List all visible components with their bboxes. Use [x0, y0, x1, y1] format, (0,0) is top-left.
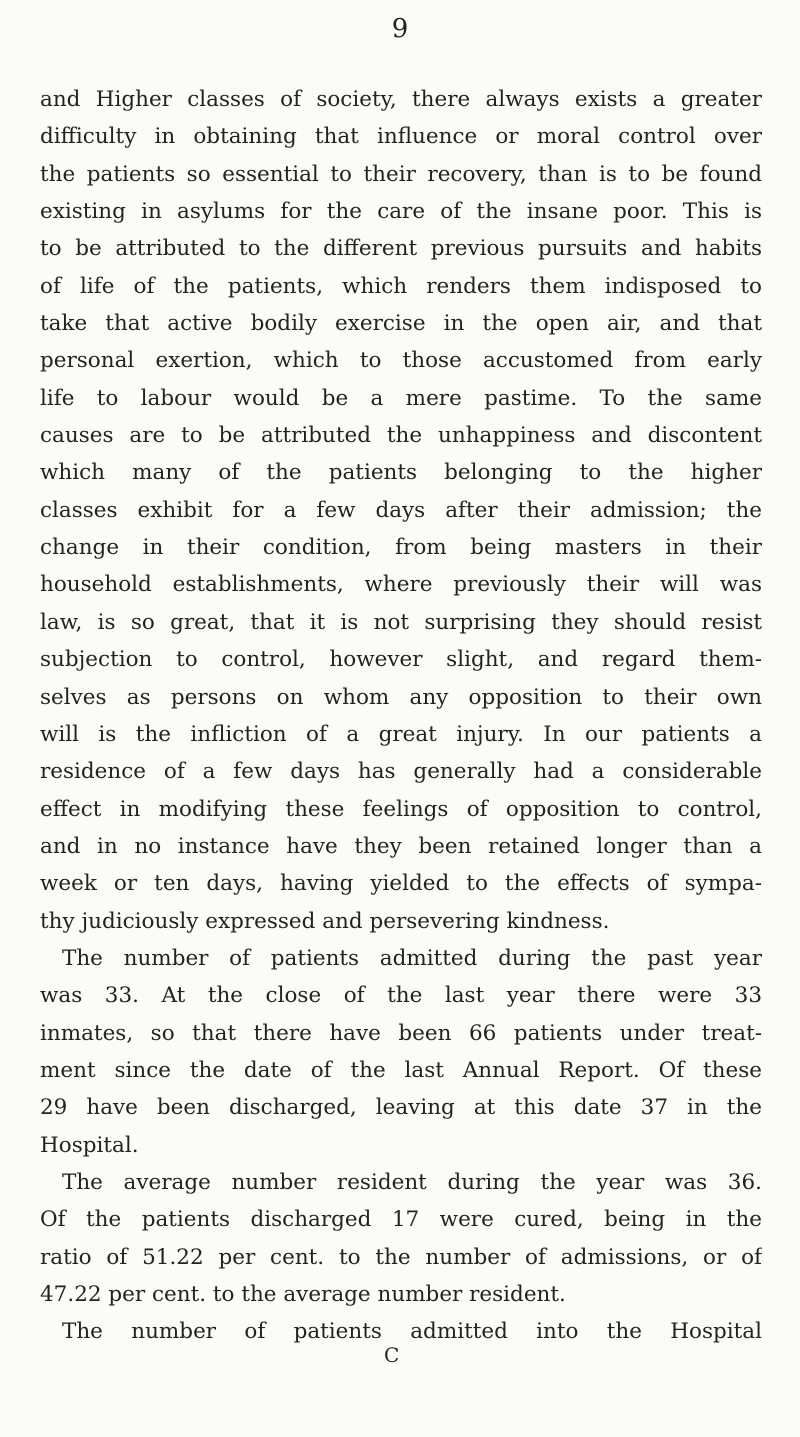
- text-line: household establishments, where previously their will was: [40, 572, 762, 598]
- text-line: week or ten days, having yielded to the effects of sympa-: [40, 871, 762, 897]
- text-line: inmates, so that there have been 66 patients under treat-: [40, 1020, 762, 1046]
- text-line: take that active bodily exercise in the open air, and that: [40, 311, 762, 337]
- body-text: [40, 81, 762, 1351]
- signature-mark: C: [384, 1343, 400, 1367]
- text-line: The number of patients admitted during the past year: [62, 945, 762, 971]
- text-line: residence of a few days has generally had a considerable: [40, 759, 762, 785]
- text-line: 47.22 per cent. to the average number resident.: [40, 1282, 566, 1307]
- text-line: selves as persons on whom any opposition to their own: [40, 684, 762, 710]
- page-number: 9: [391, 14, 409, 44]
- text-line: law, is so great, that it is not surprising they should resist: [40, 609, 762, 635]
- text-line: 29 have been discharged, leaving at this date 37 in the: [40, 1095, 762, 1121]
- text-line: ratio of 51.22 per cent. to the number of admissions, or of: [40, 1244, 762, 1270]
- text-line: classes exhibit for a few days after their admission; the: [40, 497, 762, 523]
- text-line: which many of the patients belonging to the higher: [40, 460, 762, 486]
- text-line: Of the patients discharged 17 were cured, being in the: [40, 1207, 762, 1233]
- text-line: subjection to control, however slight, and regard them-: [40, 647, 762, 673]
- text-line: thy judiciously expressed and persevering kindness.: [40, 908, 610, 934]
- text-line: difficulty in obtaining that influence or moral control over: [40, 124, 762, 150]
- text-line: change in their condition, from being masters in their: [40, 535, 762, 561]
- text-line: causes are to be attributed the unhappiness and discontent: [40, 423, 762, 449]
- text-line: was 33. At the close of the last year there were 33: [40, 983, 762, 1009]
- text-line: and in no instance have they been retained longer than a: [40, 833, 762, 859]
- text-line: personal exertion, which to those accustomed from early: [40, 348, 762, 374]
- text-line: of life of the patients, which renders them indisposed to: [40, 273, 762, 299]
- text-line: and Higher classes of society, there always exists a greater: [40, 87, 762, 112]
- text-line: will is the infliction of a great injury. In our patients a: [40, 721, 762, 747]
- text-line: Hospital.: [40, 1132, 139, 1158]
- text-line: to be attributed to the different previous pursuits and habits: [40, 236, 762, 262]
- text-line: The number of patients admitted into the Hospital: [62, 1319, 762, 1345]
- text-line: existing in asylums for the care of the insane poor. This is: [40, 199, 762, 225]
- text-line: life to labour would be a mere pastime. To the same: [40, 385, 762, 411]
- text-line: the patients so essential to their recovery, than is to be found: [40, 161, 762, 187]
- text-line: The average number resident during the year was 36.: [62, 1169, 762, 1195]
- text-line: ment since the date of the last Annual Report. Of these: [40, 1057, 762, 1083]
- text-line: effect in modifying these feelings of opposition to control,: [40, 796, 762, 822]
